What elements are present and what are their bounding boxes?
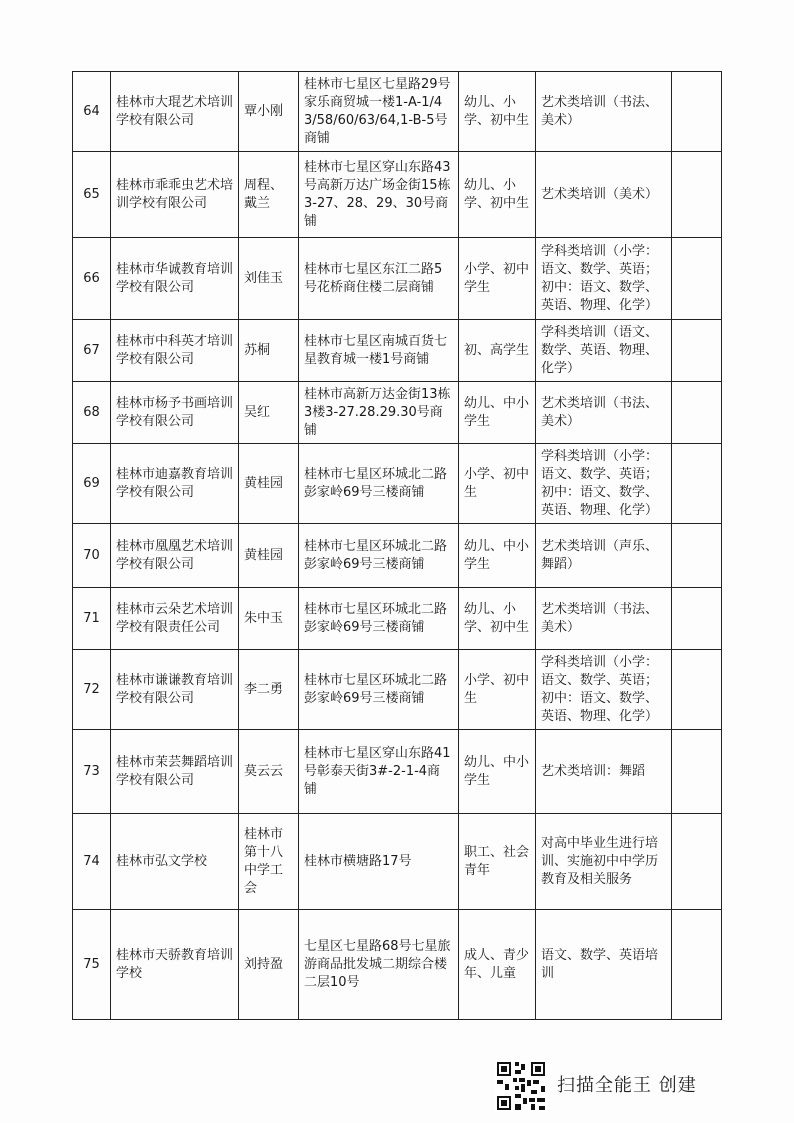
school-name: 桂林市迪嘉教育培训学校有限公司	[111, 444, 239, 524]
empty-cell	[672, 72, 722, 152]
row-number: 65	[73, 152, 111, 238]
row-number: 74	[73, 814, 111, 910]
school-name: 桂林市华诚教育培训学校有限公司	[111, 238, 239, 320]
target-students: 幼儿、小学、初中生	[459, 152, 536, 238]
empty-cell	[672, 152, 722, 238]
training-scope: 语文、数学、英语培训	[536, 910, 672, 1020]
row-number: 72	[73, 650, 111, 730]
target-students: 小学、初中生	[459, 444, 536, 524]
address: 桂林市七星区穿山东路43号高新万达广场金街15栋3-27、28、29、30号商铺	[299, 152, 459, 238]
training-scope: 学科类培训（小学：语文、数学、英语；初中：语文、数学、英语、物理、化学）	[536, 238, 672, 320]
table-row	[73, 444, 722, 524]
address: 桂林市七星区穿山东路41号彰泰天街3#-2-1-4商铺	[299, 730, 459, 814]
legal-person: 黄桂园	[239, 524, 299, 588]
row-number: 75	[73, 910, 111, 1020]
legal-person: 莫云云	[239, 730, 299, 814]
legal-person: 刘持盈	[239, 910, 299, 1020]
address: 桂林市七星区东江二路5号花桥商住楼二层商铺	[299, 238, 459, 320]
row-number: 71	[73, 588, 111, 650]
school-name: 桂林市天骄教育培训学校	[111, 910, 239, 1020]
row-number: 68	[73, 382, 111, 444]
table-row	[73, 730, 722, 814]
empty-cell	[672, 650, 722, 730]
training-scope: 艺术类培训：舞蹈	[536, 730, 672, 814]
table-row	[73, 382, 722, 444]
address: 桂林市七星区环城北二路彭家岭69号三楼商铺	[299, 524, 459, 588]
school-table	[72, 71, 722, 1020]
table-row	[73, 814, 722, 910]
target-students: 幼儿、小学、初中生	[459, 72, 536, 152]
legal-person: 刘佳玉	[239, 238, 299, 320]
table-row	[73, 650, 722, 730]
training-scope: 学科类培训（小学：语文、数学、英语；初中：语文、数学、英语、物理、化学）	[536, 650, 672, 730]
school-name: 桂林市乖乖虫艺术培训学校有限公司	[111, 152, 239, 238]
scanner-caption: 扫描全能王 创建	[557, 1075, 697, 1096]
empty-cell	[672, 588, 722, 650]
empty-cell	[672, 814, 722, 910]
empty-cell	[672, 730, 722, 814]
address: 桂林市七星区环城北二路彭家岭69号三楼商铺	[299, 588, 459, 650]
empty-cell	[672, 910, 722, 1020]
row-number: 70	[73, 524, 111, 588]
empty-cell	[672, 382, 722, 444]
table-row	[73, 72, 722, 152]
legal-person: 苏桐	[239, 320, 299, 382]
target-students: 小学、初中学生	[459, 238, 536, 320]
school-name: 桂林市茉芸舞蹈培训学校有限公司	[111, 730, 239, 814]
training-scope: 学科类培训（小学：语文、数学、英语；初中：语文、数学、英语、物理、化学）	[536, 444, 672, 524]
empty-cell	[672, 524, 722, 588]
school-name: 桂林市弘文学校	[111, 814, 239, 910]
target-students: 幼儿、中小学生	[459, 524, 536, 588]
target-students: 幼儿、中小学生	[459, 382, 536, 444]
address: 七星区七星路68号七星旅游商品批发城二期综合楼二层10号	[299, 910, 459, 1020]
legal-person: 朱中玉	[239, 588, 299, 650]
table-row	[73, 238, 722, 320]
address: 桂林市七星区南城百货七星教育城一楼1号商铺	[299, 320, 459, 382]
school-name: 桂林市凰凰艺术培训学校有限公司	[111, 524, 239, 588]
table-row	[73, 910, 722, 1020]
legal-person: 黄桂园	[239, 444, 299, 524]
table-row	[73, 320, 722, 382]
table-row	[73, 152, 722, 238]
target-students: 初、高学生	[459, 320, 536, 382]
training-scope: 对高中毕业生进行培训、实施初中中学历教育及相关服务	[536, 814, 672, 910]
training-scope: 艺术类培训（书法、美术）	[536, 72, 672, 152]
row-number: 64	[73, 72, 111, 152]
target-students: 职工、社会青年	[459, 814, 536, 910]
school-name: 桂林市杨予书画培训学校有限公司	[111, 382, 239, 444]
address: 桂林市高新万达金街13栋3楼3-27.28.29.30号商铺	[299, 382, 459, 444]
row-number: 66	[73, 238, 111, 320]
training-scope: 艺术类培训（书法、美术）	[536, 382, 672, 444]
school-name: 桂林市大琨艺术培训学校有限公司	[111, 72, 239, 152]
target-students: 小学、初中生	[459, 650, 536, 730]
row-number: 69	[73, 444, 111, 524]
legal-person: 周程、戴兰	[239, 152, 299, 238]
target-students: 成人、青少年、儿童	[459, 910, 536, 1020]
legal-person: 吴红	[239, 382, 299, 444]
training-scope: 学科类培训（语文、数学、英语、物理、化学）	[536, 320, 672, 382]
empty-cell	[672, 320, 722, 382]
legal-person: 桂林市第十八中学工会	[239, 814, 299, 910]
qr-code-icon	[495, 1060, 547, 1112]
address: 桂林市七星区七星路29号家乐商贸城一楼1-A-1/43/58/60/63/64,1-B-5号商铺	[299, 72, 459, 152]
target-students: 幼儿、中小学生	[459, 730, 536, 814]
row-number: 67	[73, 320, 111, 382]
school-name: 桂林市谦谦教育培训学校有限公司	[111, 650, 239, 730]
school-name: 桂林市中科英才培训学校有限公司	[111, 320, 239, 382]
address: 桂林市七星区环城北二路彭家岭69号三楼商铺	[299, 650, 459, 730]
school-name: 桂林市云朵艺术培训学校有限责任公司	[111, 588, 239, 650]
training-scope: 艺术类培训（声乐、舞蹈）	[536, 524, 672, 588]
target-students: 幼儿、小学、初中生	[459, 588, 536, 650]
scanner-watermark	[495, 1060, 725, 1116]
table-row	[73, 524, 722, 588]
empty-cell	[672, 238, 722, 320]
address: 桂林市横塘路17号	[299, 814, 459, 910]
table-row	[73, 588, 722, 650]
legal-person: 李二勇	[239, 650, 299, 730]
row-number: 73	[73, 730, 111, 814]
address: 桂林市七星区环城北二路彭家岭69号三楼商铺	[299, 444, 459, 524]
training-scope: 艺术类培训（美术）	[536, 152, 672, 238]
empty-cell	[672, 444, 722, 524]
legal-person: 覃小刚	[239, 72, 299, 152]
training-scope: 艺术类培训（书法、美术）	[536, 588, 672, 650]
